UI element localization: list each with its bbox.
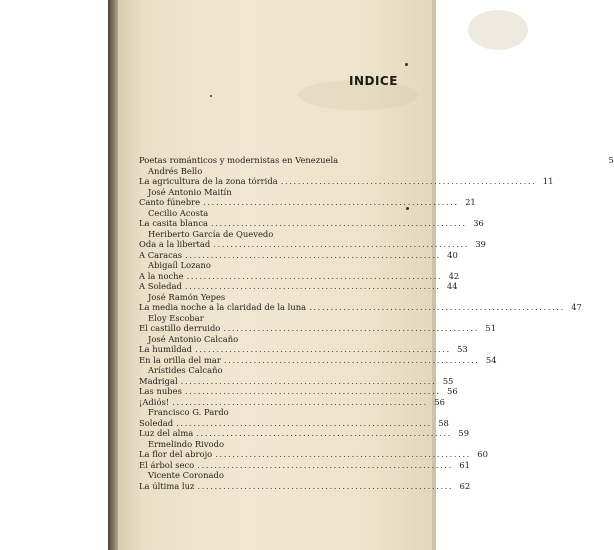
poem-title: El árbol seco <box>139 459 195 470</box>
toc-author <box>139 470 391 481</box>
toc-entry <box>139 396 445 408</box>
toc-author <box>139 439 391 450</box>
toc-entry <box>139 417 449 429</box>
toc-author <box>139 229 391 240</box>
author-name: Francisco G. Pardo <box>148 407 229 417</box>
page-number: 39 <box>475 239 487 249</box>
poem-title: Canto fúnebre <box>139 197 201 207</box>
toc-entry <box>139 375 454 387</box>
page-number: 44 <box>446 281 458 291</box>
page-number: 55 <box>442 375 454 386</box>
poem-title: Luz del alma <box>139 428 194 438</box>
dot-leader: ............................................................ <box>280 176 537 186</box>
author-name: Eloy Escobar <box>148 312 204 323</box>
poem-title: Madrigal <box>139 375 178 386</box>
dot-leader: ............................................................ <box>223 354 480 365</box>
toc-entry <box>139 459 470 471</box>
poem-title: ¡Adiós! <box>139 396 170 407</box>
toc-entry <box>139 344 468 355</box>
dot-leader: ............................................................ <box>309 302 565 312</box>
dot-leader: ............................................................ <box>180 375 437 386</box>
poem-title: Oda a la libertad <box>139 239 211 249</box>
dot-leader: ............................................................ <box>196 428 453 438</box>
poem-title: A Caracas <box>139 249 183 260</box>
page-number: 21 <box>465 197 476 207</box>
author-name: José Antonio Calcaño <box>148 333 239 344</box>
page-number: 42 <box>448 270 460 281</box>
dot-leader: ............................................................ <box>211 218 467 228</box>
poem-title: La casita blanca <box>139 218 209 228</box>
poem-title: A Soledad <box>139 281 182 291</box>
dot-leader: ............................................................ <box>215 449 471 459</box>
poem-title: La agricultura de la zona tórrida <box>139 176 278 186</box>
table-of-contents <box>139 155 614 491</box>
toc-entry <box>139 302 582 313</box>
dot-leader: ............................................................ <box>172 396 428 407</box>
paper-stain <box>468 10 528 50</box>
page-number: 51 <box>485 323 497 333</box>
toc-entry <box>139 249 458 261</box>
page-number: 36 <box>473 218 484 228</box>
toc-entry <box>139 449 488 460</box>
dot-leader: ............................................................ <box>197 459 453 470</box>
toc-author <box>139 313 391 324</box>
toc-entry <box>139 218 484 229</box>
dot-leader: ............................................................ <box>223 323 480 333</box>
toc-author <box>139 187 391 198</box>
page-number: 11 <box>542 176 554 186</box>
toc-entry <box>139 155 614 166</box>
page-number: 53 <box>457 344 468 354</box>
poem-title: Poetas románticos y modernistas en Venezuela <box>139 155 339 165</box>
poem-title: A la noche <box>139 270 184 281</box>
dot-leader: ............................................................ <box>184 386 441 396</box>
toc-author <box>139 166 391 177</box>
author-name: Vicente Coronado <box>148 470 224 480</box>
toc-author <box>139 365 391 376</box>
poem-title: En la orilla del mar <box>139 354 221 365</box>
dot-leader: ............................................................ <box>176 417 432 428</box>
author-name: Heriberto García de Quevedo <box>148 228 274 239</box>
page-number: 54 <box>485 354 497 365</box>
dot-leader: ............................................................ <box>195 344 451 354</box>
page-number: 60 <box>477 449 488 459</box>
toc-entry <box>139 176 554 187</box>
toc-entry <box>139 386 458 397</box>
dot-leader: ............................................................ <box>203 197 459 207</box>
dot-leader: ............................................................ <box>186 270 443 281</box>
author-name: José Ramón Yepes <box>148 291 226 302</box>
page-number: 5 <box>608 155 614 165</box>
poem-title: El castillo derruido <box>139 323 221 333</box>
page-number: 58 <box>438 417 449 428</box>
author-name: Cecilio Acosta <box>148 207 209 218</box>
toc-entry <box>139 270 460 282</box>
toc-entry <box>139 428 470 439</box>
toc-author <box>139 260 391 271</box>
poem-title: Las nubes <box>139 386 182 396</box>
poem-title: La media noche a la claridad de la luna <box>139 302 307 312</box>
toc-entry <box>139 354 497 366</box>
toc-entry <box>139 197 476 208</box>
ink-speck <box>405 63 408 66</box>
dot-leader: ............................................................ <box>197 480 454 491</box>
page-number: 59 <box>458 428 470 438</box>
dot-leader: ............................................................ <box>185 249 441 260</box>
author-name: Andrés Bello <box>148 165 203 176</box>
dot-leader: ............................................................ <box>184 281 441 291</box>
toc-entry <box>139 323 497 334</box>
page-number: 47 <box>571 302 582 312</box>
page-number: 56 <box>446 386 458 396</box>
page-number: 56 <box>434 396 445 407</box>
dot-leader: ............................................................ <box>213 239 470 249</box>
author-name: Ermelindo Rivodo <box>148 438 224 449</box>
page-number: 62 <box>459 480 471 491</box>
poem-title: La última luz <box>139 480 195 491</box>
toc-entry <box>139 480 471 492</box>
author-name: Arístides Calcaño <box>148 365 223 375</box>
poem-title: La flor del abrojo <box>139 449 213 459</box>
author-name: Abigaíl Lozano <box>148 260 211 270</box>
poem-title: Soledad <box>139 417 174 428</box>
index-title: INDICE <box>349 74 398 88</box>
toc-entry <box>139 239 487 250</box>
toc-author <box>139 292 391 303</box>
ink-speck <box>210 95 212 97</box>
page-number: 40 <box>447 249 458 260</box>
toc-author <box>139 407 391 418</box>
page-number: 61 <box>459 459 470 470</box>
toc-entry <box>139 281 458 292</box>
toc-author <box>139 334 391 345</box>
poem-title: La humildad <box>139 344 193 354</box>
toc-author <box>139 208 391 219</box>
author-name: José Antonio Maitín <box>148 186 232 197</box>
